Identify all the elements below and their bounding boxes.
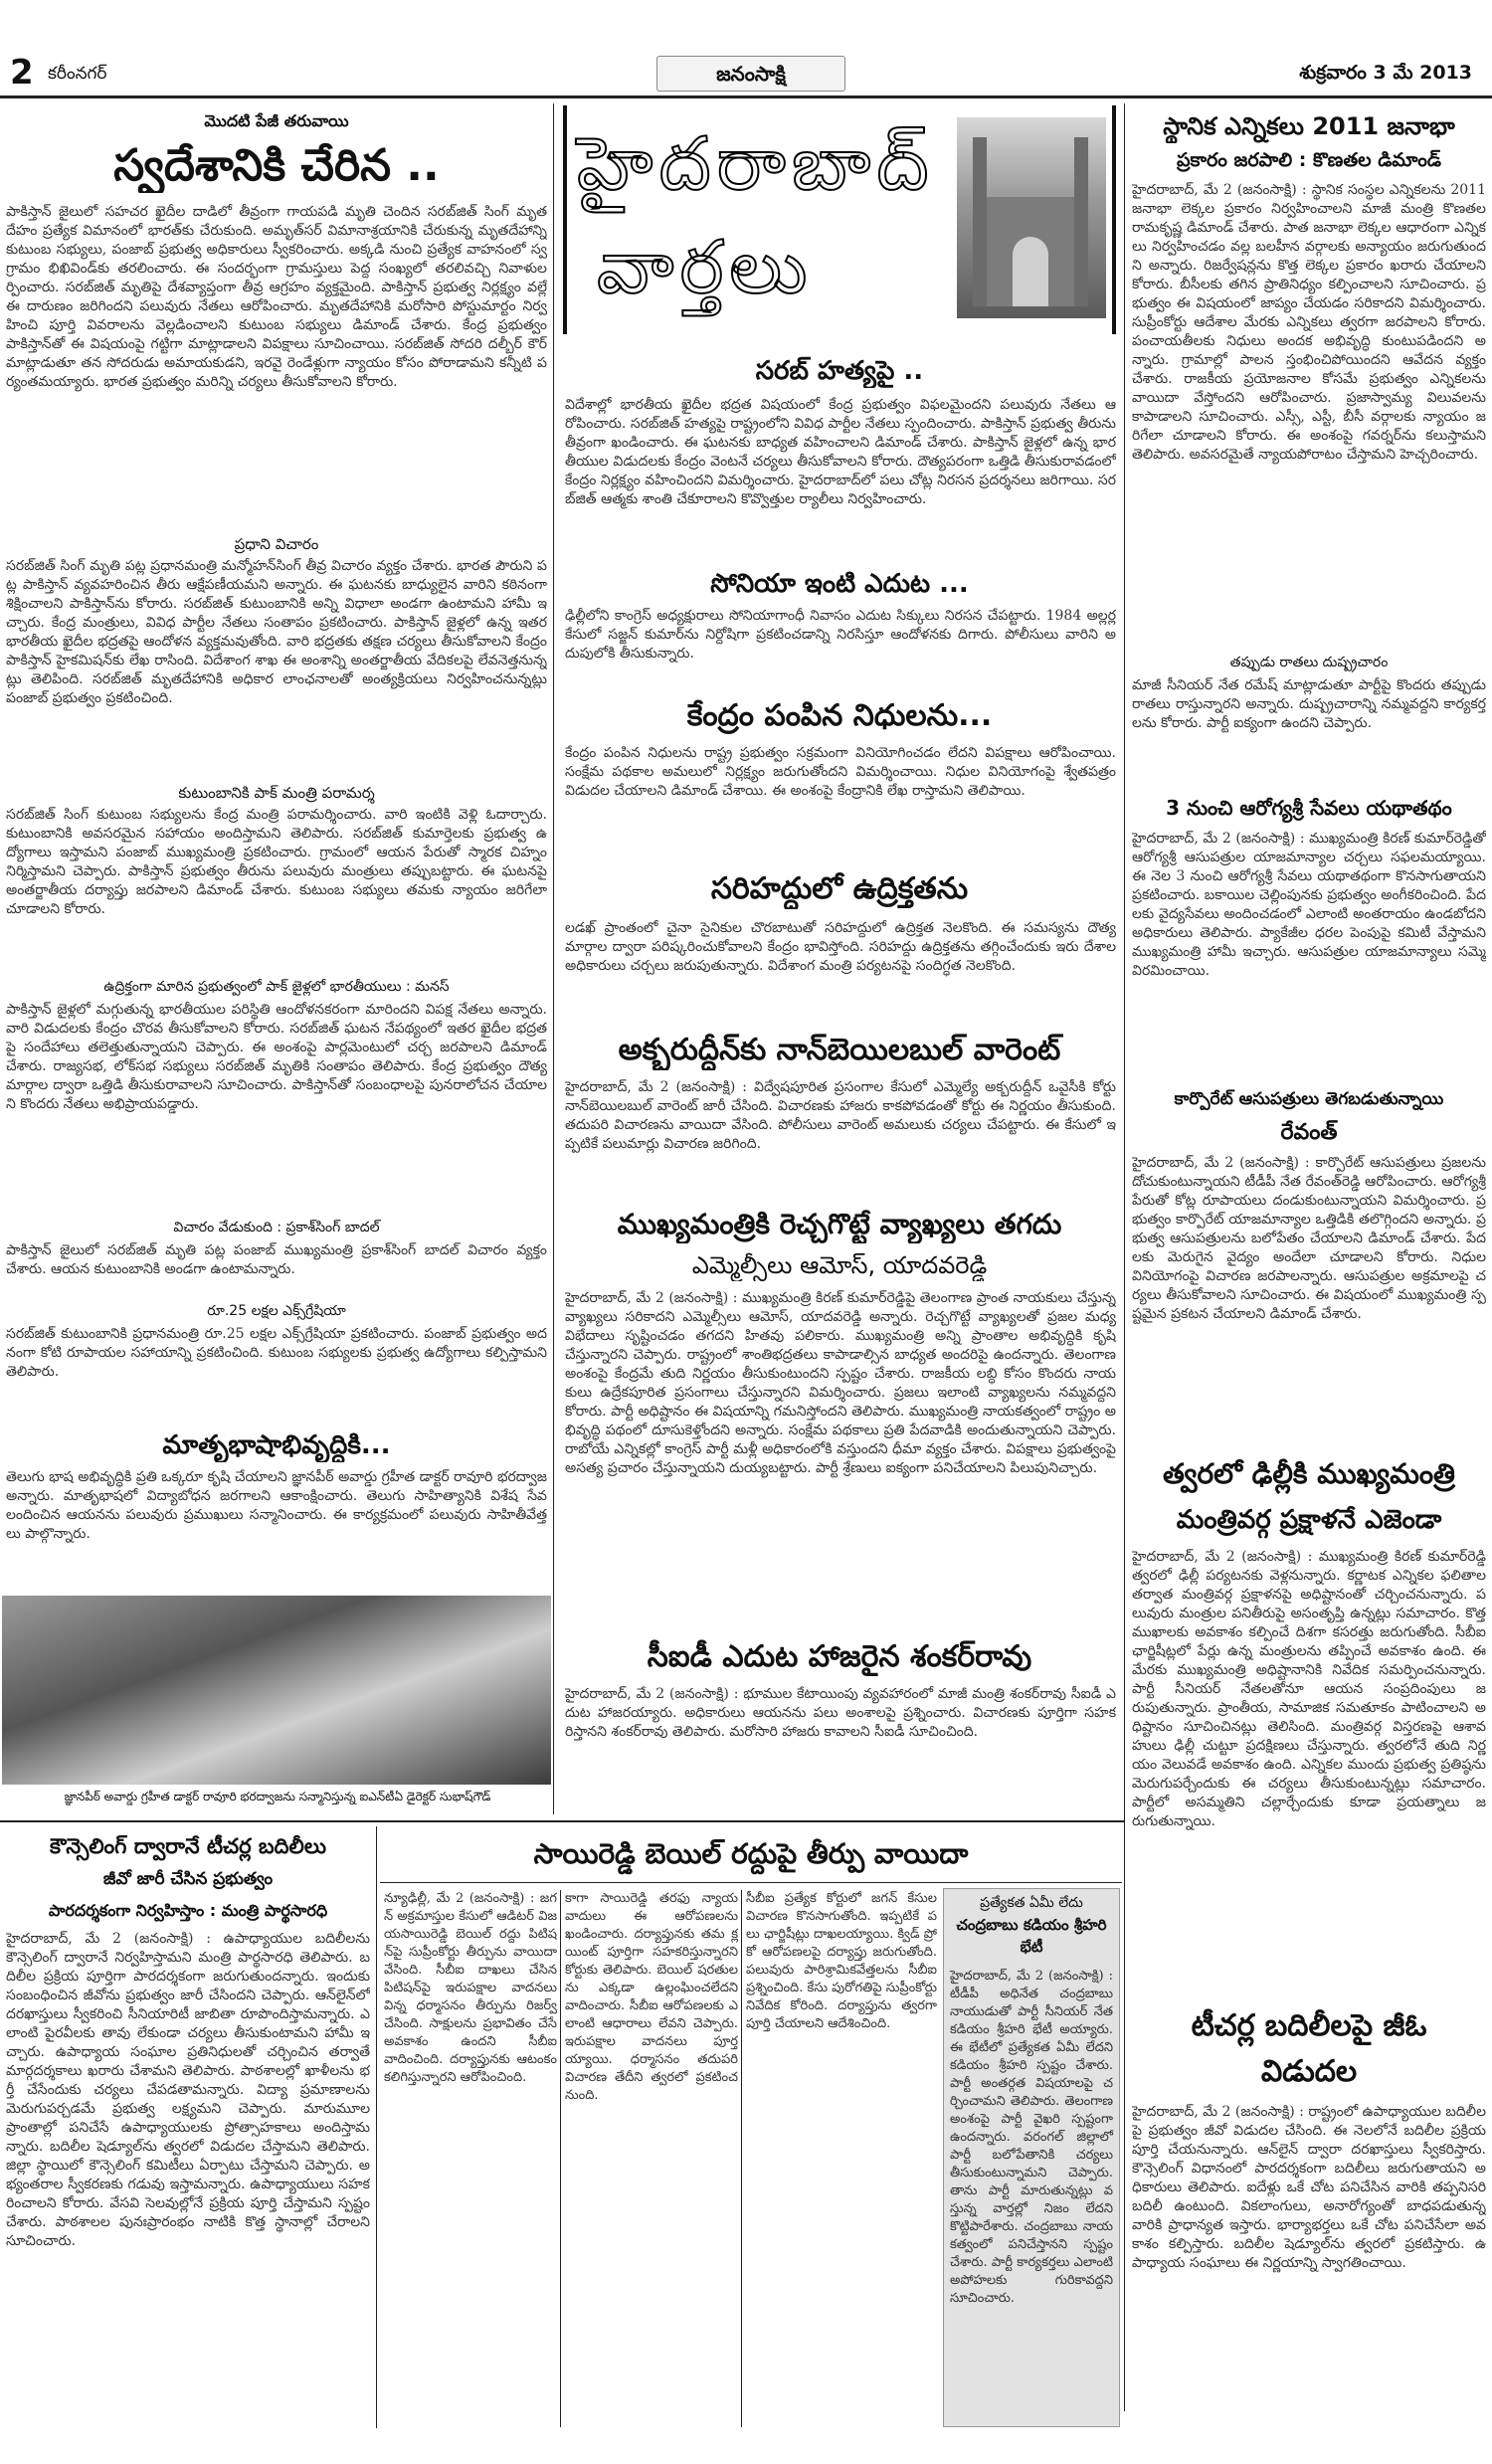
col1-headline: స్వదేశానికి చేరిన .. xyxy=(113,140,440,191)
bail-body-col: న్యూఢిల్లీ, మే 2 (జనంసాక్షి) : జగన్ అక్రమాస్తుల కేసులో ఆడిటర్ విజయసాయిరెడ్డి బెయిల్ రద్దు పిటిషన్‌పై సుప్రీంకోర్టు తీర్పును వాయిదా వేసింది. సీబీఐ దాఖలు చేసిన పిటిషన్‌పై ఇరుపక్షాల వాదనలు విన్న ధర్మాసనం తీర్పును రిజర్వ్ చేసింది. సాక్షులను ప్రభావితం చేసే అవకాశం ఉందని సీబీఐ వాదించింది. దర్యాప్తునకు ఆటంకం కలిగిస్తున్నారని ఆరోపించింది. xyxy=(384,1891,557,2085)
col1-subhead: ప్రధాని విచారం xyxy=(234,535,319,553)
column-divider xyxy=(1124,103,1125,2411)
page-header xyxy=(0,0,1492,99)
right-story-body: హైదరాబాద్, మే 2 (జనంసాక్షి) : కార్పొరేట్ ఆసుపత్రులు ప్రజలను దోచుకుంటున్నాయని టీడీపీ నేత రేవంత్‌రెడ్డి ఆరోపించారు. ఆరోగ్యశ్రీ పేరుతో కోట్ల రూపాయలు దండుకుంటున్నాయని విమర్శించారు. ప్రభుత్వం కార్పొరేట్ యాజమాన్యాల ఒత్తిడికి తలొగ్గిందని అన్నారు. ప్రభుత్వ ఆసుపత్రులను బలోపేతం చేయాలని డిమాండ్ చేశారు. పేదలకు మెరుగైన వైద్యం అందేలా చూడాలని కోరారు. నిధుల వినియోగంపై విచారణ జరపాలన్నారు. ఆసుపత్రుల అక్రమాలపై చర్యలు తీసుకోవాలని సూచించారు. ఈ విషయంలో ముఖ్యమంత్రి స్పష్టమైన ప్రకటన చేయాలని డిమాండ్ చేశారు. xyxy=(1132,1155,1486,1322)
aarogyasri-headline: 3 నుంచి ఆరోగ్యశ్రీ సేవలు యథాతథం xyxy=(1166,796,1452,820)
col1-body: పాకిస్తాన్ జైళ్లలో మగ్గుతున్న భారతీయుల పరిస్థితి ఆందోళనకరంగా మారిందని విపక్ష నేతలు అన్నారు. వారి విడుదలకు కేంద్రం చొరవ తీసుకోవాలని కోరారు. సరబ్‌జిత్ ఘటన నేపథ్యంలో ఇతర ఖైదీల భద్రతపై సందేహాలు తలెత్తుతున్నాయని చెప్పారు. ఈ అంశంపై పార్లమెంటులో చర్చ జరపాలని డిమాండ్ చేశారు. రాజ్యసభ, లోక్‌సభ సభ్యులు సరబ్‌జిత్ మృతికి సంతాపం తెలిపారు. కేంద్ర ప్రభుత్వం దౌత్య మార్గాల ద్వారా ఒత్తిడి తీసుకురావాలని సూచించారు. పాకిస్తాన్‌తో సంబంధాలపై పునరాలోచన చేయాలని కొందరు నేతలు అభిప్రాయపడ్డారు. xyxy=(6,1002,547,1112)
cabinet-headline: మంత్రివర్గ ప్రక్షాళనే ఎజెండా xyxy=(1176,1505,1442,1535)
charminar-image xyxy=(957,117,1106,318)
col1-subhead: విచారం వేడుకుంది : ప్రకాశ్‌సింగ్ బాదల్ xyxy=(173,1220,380,1235)
sidebar-box-title: చంద్రబాబు కడియం శ్రీహరి భేటీ xyxy=(956,1916,1107,1956)
col1-lower-headline: మాతృభాషాభివృద్ధికి... xyxy=(162,1430,391,1460)
sidebar-box-title: ప్రత్యేకత ఏమీ లేదు xyxy=(980,1895,1083,1911)
col1-body: సరబ్‌జిత్ సింగ్ కుటుంబ సభ్యులను కేంద్ర మంత్రి పరామర్శించారు. వారి ఇంటికి వెళ్లి ఓదార్చారు. కుటుంబానికి అవసరమైన సహాయం అందిస్తామని తెలిపారు. సరబ్‌జిత్ కుమార్తెలకు ప్రభుత్వ ఉద్యోగాలు ఇస్తామని పంజాబ్ ముఖ్యమంత్రి ప్రకటించారు. గ్రామంలో ఆయన పేరుతో స్మారక చిహ్నం నిర్మిస్తామని చెప్పారు. పాకిస్తాన్ ప్రభుత్వం తీరును పలువురు మంత్రులు తప్పుబట్టారు. ఈ ఘటనపై అంతర్జాతీయ దర్యాప్తు జరపాలని డిమాండ్ చేశారు. కుటుంబ సభ్యులు తమకు న్యాయం జరిగేలా చూడాలని కోరారు. xyxy=(6,807,547,917)
center-story-headline: కేంద్రం పంపిన నిధులను... xyxy=(686,698,993,733)
banner-line-2: వార్తలు xyxy=(597,225,814,310)
banner-line-1: హైదరాబాద్ xyxy=(577,121,935,207)
col1-body: తెలుగు భాష అభివృద్ధికి ప్రతి ఒక్కరూ కృషి చేయాలని జ్ఞానపీఠ్ అవార్డు గ్రహీత డాక్టర్ రావూరి భరద్వాజ అన్నారు. మాతృభాషలో విద్యాబోధన జరగాలని ఆకాంక్షించారు. తెలుగు సాహిత్యానికి విశేష సేవలందించిన ఆయనను పలువురు ప్రముఖులు సన్మానించారు. ఈ కార్యక్రమంలో పలువురు సాహితీవేత్తలు పాల్గొన్నారు. xyxy=(6,1469,547,1542)
center-story-body: హైదరాబాద్, మే 2 (జనంసాక్షి) : విద్వేషపూరిత ప్రసంగాల కేసులో ఎమ్మెల్యే అక్బరుద్దీన్ ఒవైసీకి కోర్టు నాన్‌బెయిలబుల్ వారెంట్ జారీ చేసింది. విచారణకు హాజరు కాకపోవడంతో కోర్టు ఈ నిర్ణయం తీసుకుంది. తదుపరి విచారణను వాయిదా వేసింది. పోలీసులు వారెంట్ అమలుకు చర్యలు చేపట్టారు. ఈ కేసులో ఇప్పటికే పలుమార్లు విచారణ జరిగింది. xyxy=(565,1079,1116,1152)
col1-body: పాకిస్తాన్ జైలులో సహచర ఖైదీల దాడిలో తీవ్రంగా గాయపడి మృతి చెందిన సరబ్‌జిత్ సింగ్ మృతదేహం ప్రత్యేక విమానంలో భారత్‌కు చేరుకుంది. అమృత్‌సర్ విమానాశ్రయానికి చేరుకున్న మృతదేహాన్ని కుటుంబ సభ్యులు, పంజాబ్ ప్రభుత్వ అధికారులు స్వీకరించారు. అక్కడి నుంచి ప్రత్యేక వాహనంలో స్వగ్రామం భిఖివిండ్‌కు తరలించారు. ఈ సందర్భంగా గ్రామస్తులు పెద్ద సంఖ్యలో తరలివచ్చి నివాళులర్పించారు. సరబ్‌జిత్ మృతిపై దేశవ్యాప్తంగా తీవ్ర ఆగ్రహం వ్యక్తమైంది. పాకిస్తాన్ ప్రభుత్వ నిర్లక్ష్యం వల్లే ఈ దారుణం జరిగిందని పలువురు నేతలు ఆరోపించారు. మృతదేహానికి మరోసారి పోస్టుమార్టం నిర్వహించి పూర్తి వివరాలను వెల్లడించాలని కుటుంబ సభ్యులు డిమాండ్ చేశారు. కేంద్ర ప్రభుత్వం పాకిస్తాన్‌తో ఈ విషయంపై గట్టిగా మాట్లాడాలని విపక్షాలు సూచించాయి. సరబ్‌జిత్ సోదరి దల్బీర్ కౌర్ మాట్లాడుతూ తన సోదరుడు అమాయకుడని, ఇరవై రెండేళ్లుగా న్యాయం కోసం పోరాడామని కన్నీటి పర్యంతమయ్యారు. భారత ప్రభుత్వం మరిన్ని చర్యలు తీసుకోవాలని కోరారు. xyxy=(6,204,547,390)
center-story-body: విదేశాల్లో భారతీయ ఖైదీల భద్రత విషయంలో కేంద్ర ప్రభుత్వం విఫలమైందని పలువురు నేతలు ఆరోపించారు. సరబ్‌జిత్ హత్యపై రాష్ట్రంలోని వివిధ పార్టీల నేతలు స్పందించారు. పాకిస్తాన్ ప్రభుత్వ తీరును తీవ్రంగా ఖండించారు. ఈ ఘటనకు బాధ్యత వహించాలని డిమాండ్ చేశారు. పాకిస్తాన్ జైళ్లలో ఉన్న భారతీయుల విడుదలకు కేంద్రం వెంటనే చర్యలు తీసుకోవాలని కోరారు. దౌత్యపరంగా ఒత్తిడి తీసుకురావడంలో కేంద్రం నిర్లక్ష్యం వహించిందని విమర్శించారు. హైదరాబాద్‌లో పలు చోట్ల నిరసన ప్రదర్శనలు జరిగాయి. సరబ్‌జిత్ ఆత్మకు శాంతి చేకూరాలని కొవ్వొత్తుల ర్యాలీలు నిర్వహించారు. xyxy=(565,397,1116,507)
sidebar-box xyxy=(943,1888,1120,2427)
center-story-body: హైదరాబాద్, మే 2 (జనంసాక్షి) : ముఖ్యమంత్రి కిరణ్ కుమార్‌రెడ్డిపై తెలంగాణ ప్రాంత నాయకులు చేస్తున్న వ్యాఖ్యలు సరికాదని ఎమ్మెల్సీలు ఆమోస్, యాదవరెడ్డి అన్నారు. రెచ్చగొట్టే వ్యాఖ్యలతో ప్రజల మధ్య విభేదాలు సృష్టించడం తగదని హితవు పలికారు. ముఖ్యమంత్రి అన్ని ప్రాంతాల అభివృద్ధికి కృషి చేస్తున్నారని చెప్పారు. రాష్ట్రంలో శాంతిభద్రతలు కాపాడాల్సిన బాధ్యత అందరిపై ఉందన్నారు. తెలంగాణ అంశంపై కేంద్రమే తుది నిర్ణయం తీసుకుంటుందని స్పష్టం చేశారు. రాజకీయ లబ్ధి కోసం కొందరు నాయకులు ఉద్రేకపూరిత ప్రసంగాలు చేస్తున్నారని విమర్శించారు. ప్రజలు ఇలాంటి వ్యాఖ్యలను నమ్మవద్దని కోరారు. పార్టీ అధిష్టానం ఈ విషయాన్ని గమనిస్తోందని తెలిపారు. ముఖ్యమంత్రి నాయకత్వంలో రాష్ట్రం అభివృద్ధి పథంలో దూసుకెళ్తోందని అన్నారు. సంక్షేమ పథకాలు ప్రతి పేదవాడికి అందుతున్నాయని చెప్పారు. రాబోయే ఎన్నికల్లో కాంగ్రెస్ పార్టీ మళ్లీ అధికారంలోకి వస్తుందని ధీమా వ్యక్తం చేశారు. విపక్షాలు ప్రభుత్వంపై అసత్య ప్రచారం చేస్తున్నాయని దుయ్యబట్టారు. పార్టీ శ్రేణులు ఐక్యంగా పనిచేయాలని పిలుపునిచ్చారు. xyxy=(565,1290,1116,1476)
delhi-headline: త్వరలో ఢిల్లీకి ముఖ్యమంత్రి xyxy=(1163,1457,1455,1490)
right-top-headline: స్థానిక ఎన్నికలు 2011 జనాభా xyxy=(1163,112,1455,140)
col1-subhead: ఉద్రిక్తంగా మారిన ప్రభుత్వంలో పాక్ జైళ్లలో భారతీయులు : మనస్ xyxy=(103,979,450,995)
center-story-body: లడఖ్ ప్రాంతంలో చైనా సైనికుల చొరబాటుతో సరిహద్దులో ఉద్రిక్తత నెలకొంది. ఈ సమస్యను దౌత్య మార్గాల ద్వారా పరిష్కరించుకోవాలని కేంద్రం భావిస్తోంది. సరిహద్దు ఉద్రిక్తతను తగ్గించేందుకు ఇరు దేశాల అధికారులు చర్చలు జరుపుతున్నారు. విదేశాంగ మంత్రి పర్యటనపై సందిగ్ధత నెలకొంది. xyxy=(565,920,1116,974)
right-subhead: తప్పుడు రాతలు దుష్ప్రచారం xyxy=(1229,655,1389,670)
right-story-body: హైదరాబాద్, మే 2 (జనంసాక్షి) : స్థానిక సంస్థల ఎన్నికలను 2011 జనాభా లెక్కల ప్రకారం నిర్వహించాలని మాజీ మంత్రి కొణతల రామకృష్ణ డిమాండ్ చేశారు. పాత జనాభా లెక్కల ఆధారంగా ఎన్నికలు నిర్వహించడం వల్ల బలహీన వర్గాలకు అన్యాయం జరుగుతుందని అన్నారు. రిజర్వేషన్లను కొత్త లెక్కల ప్రకారం ఖరారు చేయాలని కోరారు. బీసీలకు తగిన ప్రాతినిధ్యం కల్పించాలని సూచించారు. ప్రభుత్వం ఈ విషయంలో జాప్యం చేయడం సరికాదని విమర్శించారు. సుప్రీంకోర్టు ఆదేశాల మేరకు ఎన్నికలు త్వరగా జరపాలని కోరారు. పంచాయతీలకు నిధులు అందక అభివృద్ధి కుంటుపడిందని అన్నారు. గ్రామాల్లో పాలన స్తంభించిపోయిందని ఆవేదన వ్యక్తం చేశారు. రాజకీయ ప్రయోజనాల కోసమే ప్రభుత్వం ఎన్నికలను వాయిదా వేస్తోందని ఆరోపించారు. ప్రజాస్వామ్య విలువలను కాపాడాలని సూచించారు. ఎస్సీ, ఎస్టీ, బీసీ వర్గాలకు న్యాయం జరిగేలా చూడాలని కోరారు. ఈ అంశంపై గవర్నర్‌ను కలుస్తామని తెలిపారు. అవసరమైతే న్యాయపోరాటం చేస్తామని హెచ్చరించారు. xyxy=(1132,182,1486,463)
section-rule xyxy=(380,1882,1122,1883)
center-story-headline: అక్బరుద్దీన్‌కు నాన్‌బెయిలబుల్ వారెంట్ xyxy=(618,1033,1061,1067)
corporate-headline: కార్పొరేట్ ఆసుపత్రులు తెగబడుతున్నాయి xyxy=(1174,1089,1444,1109)
center-story-headline: సరిహద్దులో ఉద్రిక్తతను xyxy=(710,871,969,906)
teachers-go-headline: విడుదల xyxy=(1260,2054,1358,2089)
masthead-title: జనంసాక్షి xyxy=(716,62,786,86)
center-story-body: కేంద్రం పంపిన నిధులను రాష్ట్ర ప్రభుత్వం సక్రమంగా వినియోగించడం లేదని విపక్షాలు ఆరోపించాయి. సంక్షేమ పథకాల అమలులో నిర్లక్ష్యం జరుగుతోందని విమర్శించాయి. నిధుల వినియోగంపై శ్వేతపత్రం విడుదల చేయాలని డిమాండ్ చేశాయి. ఈ అంశంపై కేంద్రానికి లేఖ రాస్తామని తెలిపాయి. xyxy=(565,745,1116,799)
header-rule xyxy=(0,95,1492,98)
col1-subhead: కుటుంబానికి పాక్ మంత్రి పరామర్శ xyxy=(178,784,375,802)
bail-body-col: కాగా సాయిరెడ్డి తరఫు న్యాయవాదులు ఈ ఆరోపణలను ఖండించారు. దర్యాప్తునకు తమ క్లయింట్ పూర్తిగా సహకరిస్తున్నారని కోర్టుకు తెలిపారు. బెయిల్ షరతులను ఎక్కడా ఉల్లంఘించలేదని వాదించారు. సీబీఐ ఆరోపణలకు ఎలాంటి ఆధారాలు లేవని చెప్పారు. ఇరుపక్షాల వాదనలు పూర్తయ్యాయి. ధర్మాసనం తదుపరి విచారణ తేదీని త్వరలో ప్రకటించనుంది. xyxy=(565,1891,738,2103)
counselling-headline: కౌన్సెలింగ్ ద్వారానే టీచర్ల బదిలీలు xyxy=(50,1834,326,1858)
page-number: 2 xyxy=(10,53,34,93)
center-story-headline: ముఖ్యమంత్రికి రెచ్చగొట్టే వ్యాఖ్యలు తగదు xyxy=(617,1208,1062,1240)
right-story-body: హైదరాబాద్, మే 2 (జనంసాక్షి) : ముఖ్యమంత్రి కిరణ్ కుమార్‌రెడ్డితో ఆరోగ్యశ్రీ ఆసుపత్రుల యాజమాన్యాల చర్చలు సఫలమయ్యాయి. ఈ నెల 3 నుంచి ఆరోగ్యశ్రీ సేవలు యథాతథంగా కొనసాగుతాయని ప్రకటించారు. బకాయిల చెల్లింపునకు ప్రభుత్వం అంగీకరించింది. పేదలకు వైద్యసేవలు అందించడంలో ఎలాంటి అంతరాయం ఉండబోదని అధికారులు తెలిపారు. ప్యాకేజీల ధరల పెంపుపై కమిటీ వేస్తామని ముఖ్యమంత్రి హామీ ఇచ్చారు. ఆసుపత్రుల యాజమాన్యాలు సమ్మె విరమించాయి. xyxy=(1132,831,1486,979)
center-story-body: హైదరాబాద్, మే 2 (జనంసాక్షి) : భూముల కేటాయింపు వ్యవహారంలో మాజీ మంత్రి శంకర్‌రావు సీఐడీ ఎదుట హాజరయ్యారు. అధికారులు ఆయనను పలు అంశాలపై ప్రశ్నించారు. విచారణకు పూర్తిగా సహకరిస్తానని శంకర్‌రావు తెలిపారు. మరోసారి హాజరు కావాలని సీఐడీ సూచించింది. xyxy=(565,1686,1116,1740)
bail-headline: సాయిరెడ్డి బెయిల్ రద్దుపై తీర్పు వాయిదా xyxy=(533,1837,969,1870)
teachers-go-headline: టీచర్ల బదిలీలపై జీఓ xyxy=(1191,2008,1427,2043)
section-rule xyxy=(0,1820,1124,1822)
col1-kicker: మొదటి పేజీ తరువాయి xyxy=(204,111,349,130)
center-story-subhead: ఎమ్మెల్సీలు ఆమోస్, యాదవరెడ్డి xyxy=(691,1251,988,1279)
right-story-body: హైదరాబాద్, మే 2 (జనంసాక్షి) : ముఖ్యమంత్రి కిరణ్ కుమార్‌రెడ్డి త్వరలో ఢిల్లీ పర్యటనకు వెళ్లనున్నారు. కర్ణాటక ఎన్నికల ఫలితాల తర్వాత మంత్రివర్గ ప్రక్షాళనపై అధిష్టానంతో చర్చించనున్నారు. పలువురు మంత్రుల పనితీరుపై అసంతృప్తి ఉన్నట్లు సమాచారం. కొత్త ముఖాలకు అవకాశం కల్పించే దిశగా కసరత్తు జరుగుతోంది. సీబీఐ ఛార్జిషీట్లలో పేర్లు ఉన్న మంత్రులను తప్పించే అవకాశం ఉంది. ఈ మేరకు ముఖ్యమంత్రి అధిష్టానానికి నివేదిక సమర్పించనున్నారు. పార్టీ సీనియర్ నేతలతోనూ ఆయన సంప్రదింపులు జరుపుతున్నారు. ప్రాంతీయ, సామాజిక సమతూకం పాటించాలని అధిష్టానం సూచించినట్లు తెలిసింది. మంత్రివర్గ విస్తరణపై ఆశావహులు ఢిల్లీ చుట్టూ ప్రదక్షిణలు చేస్తున్నారు. త్వరలోనే తుది నిర్ణయం వెలువడే అవకాశం ఉంది. ఎన్నికల ముందు ప్రభుత్వ ప్రతిష్ఠను మెరుగుపర్చేందుకు ఈ చర్యలు తీసుకుంటున్నట్లు సమాచారం. పార్టీలో అసమ్మతిని చల్లార్చేందుకు కూడా ప్రయత్నాలు జరుగుతున్నాయి. xyxy=(1132,1549,1486,1829)
right-story-body: హైదరాబాద్, మే 2 (జనంసాక్షి) : రాష్ట్రంలో ఉపాధ్యాయుల బదిలీలపై ప్రభుత్వం జీవో విడుదల చేసింది. ఈ నెలలోనే బదిలీల ప్రక్రియ పూర్తి చేయనున్నారు. ఆన్‌లైన్ ద్వారా దరఖాస్తులు స్వీకరిస్తారు. కౌన్సెలింగ్ విధానంలో పారదర్శకంగా బదిలీలు జరుగుతాయని అధికారులు తెలిపారు. ఐదేళ్లు ఒకే చోట పనిచేసిన వారికి తప్పనిసరి బదిలీ ఉంటుంది. వికలాంగులు, అనారోగ్యంతో బాధపడుతున్న వారికి ప్రాధాన్యత ఇస్తారు. భార్యాభర్తలు ఒకే చోట పనిచేసేలా అవకాశం కల్పిస్తారు. బదిలీల షెడ్యూల్‌ను త్వరలో ప్రకటిస్తారు. ఉపాధ్యాయ సంఘాలు ఈ నిర్ణయాన్ని స్వాగతించాయి. xyxy=(1132,2104,1486,2271)
counselling-subhead: పారదర్శకంగా నిర్వహిస్తాం : మంత్రి పార్థసారధి xyxy=(48,1901,328,1920)
col1-subhead: రూ.25 లక్షల ఎక్స్‌గ్రేషియా xyxy=(207,1303,346,1319)
col1-body: సరబ్‌జిత్ కుటుంబానికి ప్రధానమంత్రి రూ.25 లక్షల ఎక్స్‌గ్రేషియా ప్రకటించారు. పంజాబ్ ప్రభుత్వం అదనంగా కోటి రూపాయల సహాయాన్ని ప్రకటించింది. కుటుంబ సభ్యులకు ప్రభుత్వ ఉద్యోగాలు కల్పిస్తామని తెలిపారు. xyxy=(6,1326,547,1380)
column-divider xyxy=(553,103,554,1814)
hyderabad-news-banner xyxy=(563,105,1116,334)
photo-caption: జ్ఞానపీఠ్ అవార్డు గ్రహీత డాక్టర్ రావూరి భరద్వాజను సన్మానిస్తున్న ఐఎన్‌టీఏ డైరెక్టర్ సుభాష్‌గౌడ్ xyxy=(64,1790,491,1803)
counselling-subhead: జీవో జారీ చేసిన ప్రభుత్వం xyxy=(102,1869,274,1889)
header-date: శుక్రవారం 3 మే 2013 xyxy=(1299,62,1472,84)
column-divider xyxy=(560,1890,561,2427)
col1-body: సరబ్‌జిత్ సింగ్ మృతి పట్ల ప్రధానమంత్రి మన్మోహన్‌సింగ్ తీవ్ర విచారం వ్యక్తం చేశారు. భారత పౌరుని పట్ల పాకిస్తాన్ వ్యవహరించిన తీరు ఆక్షేపణీయమని అన్నారు. ఈ ఘటనకు బాధ్యులైన వారిని కఠినంగా శిక్షించాలని పాకిస్తాన్‌ను కోరారు. సరబ్‌జిత్ కుటుంబానికి అన్ని విధాలా అండగా ఉంటామని హామీ ఇచ్చారు. కేంద్ర మంత్రులు, వివిధ పార్టీల నేతలు సంతాపం ప్రకటించారు. పాకిస్తాన్ జైళ్లలో ఉన్న ఇతర భారతీయ ఖైదీల భద్రతపై ఆందోళన వ్యక్తమవుతోంది. వారి భద్రతకు తక్షణ చర్యలు తీసుకోవాలని కేంద్రం పాకిస్తాన్ హైకమిషన్‌కు లేఖ రాసింది. విదేశాంగ శాఖ ఈ అంశాన్ని అంతర్జాతీయ వేదికలపై లేవనెత్తనున్నట్లు తెలిపింది. సరబ్‌జిత్ మృతదేహానికి అధికార లాంఛనాలతో అంత్యక్రియలు నిర్వహించనున్నట్లు పంజాబ్ ప్రభుత్వం ప్రకటించింది. xyxy=(6,558,547,706)
right-top-headline: ప్రకారం జరపాలి : కొణతల డిమాండ్ xyxy=(1177,149,1441,171)
center-story-body: ఢిల్లీలోని కాంగ్రెస్ అధ్యక్షురాలు సోనియాగాంధీ నివాసం ఎదుట సిక్కులు నిరసన చేపట్టారు. 1984 అల్లర్ల కేసులో సజ్జన్ కుమార్‌ను నిర్దోషిగా ప్రకటించడాన్ని నిరసిస్తూ ఆందోళనకు దిగారు. పోలీసులు వారిని అదుపులోకి తీసుకున్నారు. xyxy=(565,608,1116,662)
column-divider xyxy=(376,1826,377,2428)
corporate-headline: రేవంత్ xyxy=(1280,1120,1338,1145)
right-story-body: మాజీ సీనియర్ నేత రమేష్ మాట్లాడుతూ పార్టీపై కొందరు తప్పుడు రాతలు రాస్తున్నారని అన్నారు. దుష్ప్రచారాన్ని నమ్మవద్దని కార్యకర్తలను కోరారు. పార్టీ ఐక్యంగా ఉందని చెప్పారు. xyxy=(1132,677,1486,731)
col1-body: పాకిస్తాన్ జైలులో సరబ్‌జిత్ మృతి పట్ల పంజాబ్ ముఖ్యమంత్రి ప్రకాశ్‌సింగ్ బాదల్ విచారం వ్యక్తం చేశారు. ఆయన కుటుంబానికి అండగా ఉంటామన్నారు. xyxy=(6,1242,547,1277)
award-photo xyxy=(2,1596,551,1785)
sidebar-box-body: హైదరాబాద్, మే 2 (జనంసాక్షి) : టీడీపీ అధినేత చంద్రబాబు నాయుడుతో పార్టీ సీనియర్ నేత కడియం శ్రీహరి భేటీ అయ్యారు. ఈ భేటీలో ప్రత్యేకత ఏమీ లేదని కడియం శ్రీహరి స్పష్టం చేశారు. పార్టీ అంతర్గత విషయాలపై చర్చించామని తెలిపారు. తెలంగాణ అంశంపై పార్టీ వైఖరి స్పష్టంగా ఉందన్నారు. వరంగల్ జిల్లాలో పార్టీ బలోపేతానికి చర్యలు తీసుకుంటున్నామని చెప్పారు. తాను పార్టీ మారుతున్నట్లు వస్తున్న వార్తల్లో నిజం లేదని కొట్టిపారేశారు. చంద్రబాబు నాయకత్వంలో పనిచేస్తానని స్పష్టం చేశారు. పార్టీ కార్యకర్తలు ఎలాంటి అపోహలకు గురికావద్దని సూచించారు. xyxy=(950,1969,1113,2306)
column-divider xyxy=(741,1890,742,2427)
center-story-headline: సీఐడీ ఎదుట హాజరైన శంకర్‌రావు xyxy=(647,1639,1032,1674)
bail-body-col: సీబీఐ ప్రత్యేక కోర్టులో జగన్ కేసుల విచారణ కొనసాగుతోంది. ఇప్పటికే పలు ఛార్జిషీట్లు దాఖలయ్యాయి. క్విడ్ ప్రో కో ఆరోపణలపై దర్యాప్తు జరుగుతోంది. పలువురు పారిశ్రామికవేత్తలను సీబీఐ ప్రశ్నించింది. కేసు పురోగతిపై సుప్రీంకోర్టు నివేదిక కోరింది. దర్యాప్తును త్వరగా పూర్తి చేయాలని ఆదేశించింది. xyxy=(746,1891,937,2031)
section-name: కరీంనగర్ xyxy=(48,64,107,84)
counselling-body: హైదరాబాద్, మే 2 (జనంసాక్షి) : ఉపాధ్యాయుల బదిలీలను కౌన్సెలింగ్ ద్వారానే నిర్వహిస్తామని మంత్రి పార్థసారధి తెలిపారు. బదిలీల ప్రక్రియ పూర్తిగా పారదర్శకంగా జరుగుతుందన్నారు. ఇందుకు సంబంధించిన జీవోను ప్రభుత్వం జారీ చేసిందని చెప్పారు. ఆన్‌లైన్‌లో దరఖాస్తులు స్వీకరించి సీనియారిటీ జాబితా రూపొందిస్తామన్నారు. ఎలాంటి పైరవీలకు తావు లేకుండా చర్యలు తీసుకుంటామని హామీ ఇచ్చారు. ఉపాధ్యాయ సంఘాల ప్రతినిధులతో చర్చించిన తర్వాతే మార్గదర్శకాలు ఖరారు చేశామని తెలిపారు. పాఠశాలల్లో ఖాళీలను భర్తీ చేసేందుకు చర్యలు చేపడతామన్నారు. విద్యా ప్రమాణాలను మెరుగుపర్చడమే ప్రభుత్వ లక్ష్యమని చెప్పారు. మారుమూల ప్రాంతాల్లో పనిచేసే ఉపాధ్యాయులకు ప్రోత్సాహకాలు అందిస్తామన్నారు. బదిలీల షెడ్యూల్‌ను త్వరలో విడుదల చేస్తామని తెలిపారు. జిల్లా స్థాయిలో కౌన్సెలింగ్ కమిటీలు ఏర్పాటు చేస్తామని చెప్పారు. అభ్యంతరాల స్వీకరణకు గడువు ఇస్తామన్నారు. ఉపాధ్యాయులు సహకరించాలని కోరారు. వేసవి సెలవుల్లోనే ప్రక్రియ పూర్తి చేస్తామని స్పష్టం చేశారు. పాఠశాలల పునఃప్రారంభం నాటికి కొత్త స్థానాల్లో చేరాలని సూచించారు. xyxy=(6,1931,370,2249)
center-story-headline: సరబ్ హత్యపై .. xyxy=(755,356,924,386)
center-story-headline: సోనియా ఇంటి ఎదుట ... xyxy=(710,569,969,599)
masthead-logo xyxy=(656,56,845,92)
